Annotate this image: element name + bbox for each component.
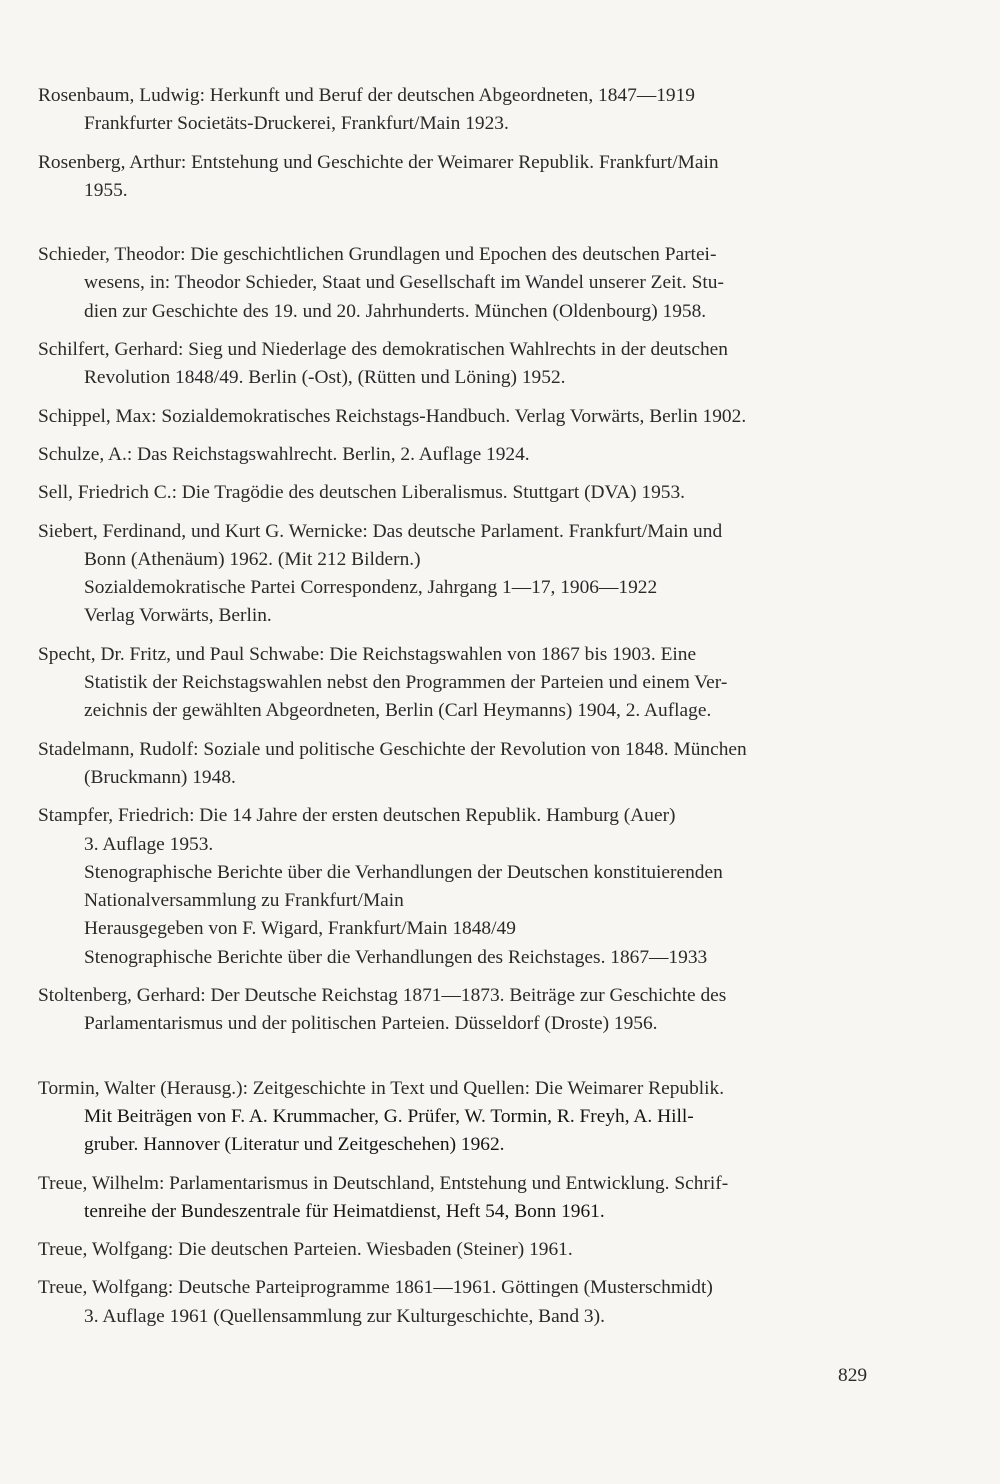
entry-line: Parlamentarismus und der politischen Parteien. Düsseldorf (Droste) 1956. (84, 1013, 658, 1035)
entry-line: Sozialdemokratische Partei Correspondenz, Jahrgang 1—17, 1906—1922 (84, 577, 658, 599)
entry-line: Stoltenberg, Gerhard: Der Deutsche Reichstag 1871—1873. Beiträge zur Geschichte des (38, 985, 727, 1007)
bibliography-entry-schilfert (38, 336, 878, 393)
bibliography-entry-rosenberg (38, 149, 878, 206)
entry-line: Sell, Friedrich C.: Die Tragödie des deutschen Liberalismus. Stuttgart (DVA) 1953. (38, 482, 685, 504)
bibliography-entry-specht (38, 641, 878, 726)
bibliography-entry-treue-wilhelm (38, 1170, 878, 1227)
entry-line: Rosenbaum, Ludwig: Herkunft und Beruf der deutschen Abgeordneten, 1847—1919 (38, 85, 695, 106)
bibliography-entry-treue-wolfgang-2 (38, 1274, 878, 1331)
entry-line: Herausgegeben von F. Wigard, Frankfurt/Main 1848/49 (84, 918, 516, 940)
bibliography-entry-treue-wolfgang-1 (38, 1236, 878, 1264)
bibliography-entry-stadelmann (38, 736, 878, 793)
entry-line: 1955. (84, 179, 128, 201)
entry-line: Treue, Wilhelm: Parlamentarismus in Deutschland, Entstehung und Entwicklung. Schrif- (38, 1172, 729, 1194)
entry-line: Schieder, Theodor: Die geschichtlichen Grundlagen und Epochen des deutschen Partei- (38, 244, 717, 266)
entry-line: Statistik der Reichstagswahlen nebst den Programmen der Parteien und einem Ver- (84, 672, 728, 694)
entry-line: Schulze, A.: Das Reichstagswahlrecht. Berlin, 2. Auflage 1924. (38, 443, 530, 465)
entry-line: Treue, Wolfgang: Deutsche Parteiprogramme 1861—1961. Göttingen (Musterschmidt) (38, 1277, 713, 1299)
page-number: 829 (838, 1365, 868, 1386)
bibliography-entry-stoltenberg (38, 982, 878, 1039)
entry-line: Stenographische Berichte über die Verhandlungen des Reichstages. 1867—1933 (84, 946, 708, 968)
entry-line: Bonn (Athenäum) 1962. (Mit 212 Bildern.) (84, 548, 421, 570)
entry-line: Schilfert, Gerhard: Sieg und Niederlage des demokratischen Wahlrechts in der deutschen (38, 339, 728, 361)
entry-line: Stampfer, Friedrich: Die 14 Jahre der ersten deutschen Republik. Hamburg (Auer) (38, 805, 676, 827)
entry-line: Stadelmann, Rudolf: Soziale und politische Geschichte der Revolution von 1848. München (38, 738, 747, 760)
entry-line: (Bruckmann) 1948. (84, 766, 236, 788)
entry-line: Stenographische Berichte über die Verhandlungen der Deutschen konstituierenden (84, 861, 723, 883)
bibliography-page (38, 82, 878, 1331)
entry-line: Revolution 1848/49. Berlin (-Ost), (Rütten und Löning) 1952. (84, 367, 566, 389)
entry-line: gruber. Hannover (Literatur und Zeitgeschehen) 1962. (84, 1134, 505, 1156)
bibliography-entry-sell (38, 479, 878, 507)
entry-line: wesens, in: Theodor Schieder, Staat und Gesellschaft im Wandel unserer Zeit. Stu- (84, 272, 724, 294)
bibliography-entry-siebert (38, 518, 878, 631)
bibliography-entry-rosenbaum (38, 82, 878, 139)
entry-line: Mit Beiträgen von F. A. Krummacher, G. Prüfer, W. Tormin, R. Freyh, A. Hill- (84, 1105, 694, 1127)
entry-line: zeichnis der gewählten Abgeordneten, Berlin (Carl Heymanns) 1904, 2. Auflage. (84, 700, 712, 722)
bibliography-entry-schippel (38, 403, 878, 431)
bibliography-entry-stampfer (38, 802, 878, 972)
entry-line: Schippel, Max: Sozialdemokratisches Reichstags-Handbuch. Verlag Vorwärts, Berlin 1902. (38, 405, 747, 427)
entry-line: Treue, Wolfgang: Die deutschen Parteien. Wiesbaden (Steiner) 1961. (38, 1239, 573, 1261)
entry-line: 3. Auflage 1961 (Quellensammlung zur Kulturgeschichte, Band 3). (84, 1305, 605, 1327)
entry-line: Tormin, Walter (Herausg.): Zeitgeschichte in Text und Quellen: Die Weimarer Republik. (38, 1077, 725, 1099)
entry-line: Frankfurter Societäts-Druckerei, Frankfurt/Main 1923. (84, 113, 509, 135)
entry-line: Rosenberg, Arthur: Entstehung und Geschichte der Weimarer Republik. Frankfurt/Main (38, 151, 719, 173)
entry-line: tenreihe der Bundeszentrale für Heimatdienst, Heft 54, Bonn 1961. (84, 1200, 605, 1222)
entry-line: 3. Auflage 1953. (84, 833, 214, 855)
entry-line: dien zur Geschichte des 19. und 20. Jahrhunderts. München (Oldenbourg) 1958. (84, 300, 707, 322)
entry-line: Specht, Dr. Fritz, und Paul Schwabe: Die Reichstagswahlen von 1867 bis 1903. Eine (38, 643, 697, 665)
entry-line: Nationalversammlung zu Frankfurt/Main (84, 890, 404, 912)
entry-line: Verlag Vorwärts, Berlin. (84, 605, 272, 627)
entry-line: Siebert, Ferdinand, und Kurt G. Wernicke: Das deutsche Parlament. Frankfurt/Main und (38, 520, 723, 542)
bibliography-entry-tormin (38, 1075, 878, 1160)
bibliography-entry-schulze (38, 441, 878, 469)
bibliography-entry-schieder (38, 241, 878, 326)
